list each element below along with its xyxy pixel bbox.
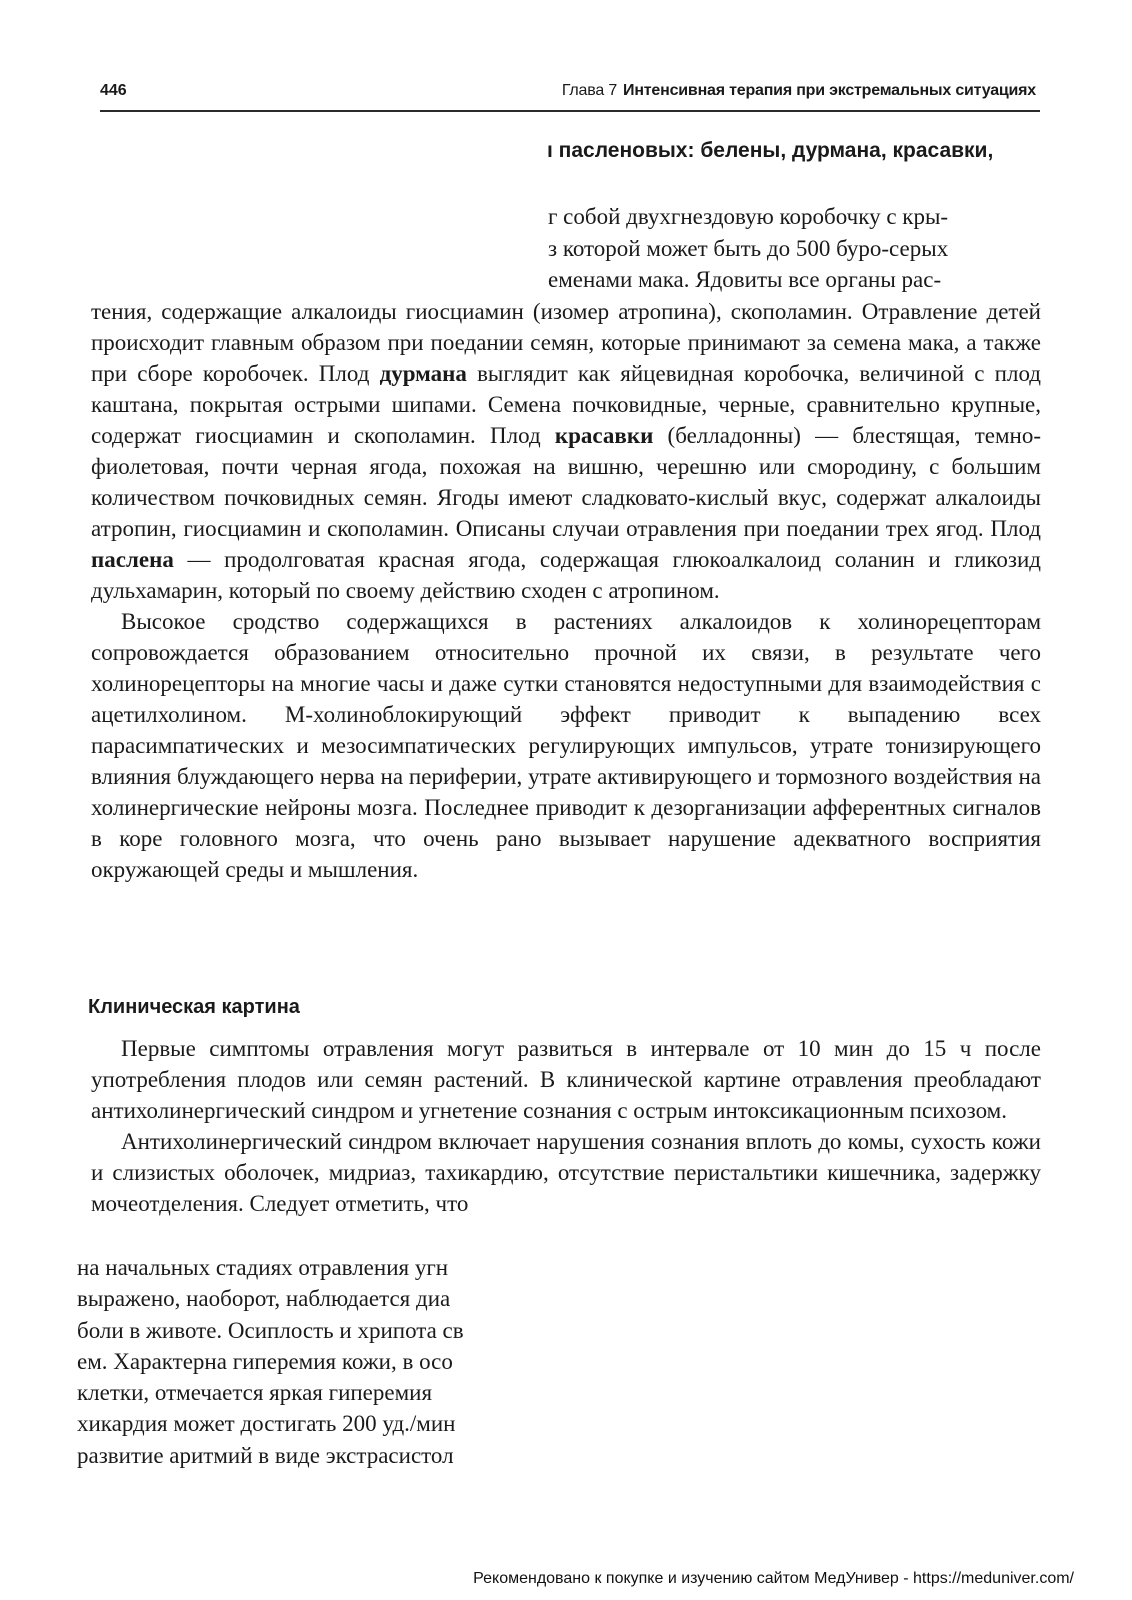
page-header bbox=[100, 78, 1040, 112]
chapter-label: Глава 7 bbox=[561, 82, 618, 99]
page-number: 446 bbox=[100, 82, 127, 99]
paragraph-syndrome: Антихолинергический синдром включает нарушения сознания вплоть до комы, сухость кожи и слизистых оболочек, мидриаз, тахикардию, отсутствие перистальтики кишечника, задержку мочеотделения. Следует отметить, что bbox=[91, 1129, 1041, 1216]
body-text-main bbox=[91, 296, 1041, 885]
text-line: на начальных стадиях отравления угн bbox=[77, 1255, 449, 1280]
text-line: выражено, наоборот, наблюдается диа bbox=[77, 1286, 451, 1312]
paragraph-plants: тения, содержащие алкалоиды гиосциамин (изомер атропина), скополамин. Отравление детей происходит главным образом при поедании семян, которые принимают за семена мака, а также при сборе коробочек. Плод дурмана выглядит как яйцевидная коробочка, величиной с плод каштана, покрытая острыми шипами. Семена почковидные, черные, сравнительно крупные, содержат гиосциамин и скополамин. Плод красавки (белладонны) — блестящая, темно-фиолетовая, почти черная ягода, похожая на вишню, черешню или смородину, с большим количеством почковидных семян. Ягоды имеют сладковато-кислый вкус, содержат алкалоиды атропин, гиосциамин и скополамин. Описаны случаи отравления при поедании трех ягод. Плод паслена — продолговатая красная ягода, содержащая глюкоалкалоид соланин и гликозид дульхамарин, который по своему действию сходен с атропином. bbox=[91, 299, 1041, 603]
text-fragment-line-1: г собой двухгнездовую коробочку с кры- bbox=[548, 204, 949, 229]
text-line: боли в животе. Осиплость и хрипота св bbox=[77, 1317, 464, 1343]
section-heading: Клиническая картина bbox=[88, 996, 300, 1018]
text-line: ем. Характерна гиперемия кожи, в осо bbox=[77, 1348, 453, 1374]
text-line: хикардия может достигать 200 уд./мин bbox=[77, 1411, 456, 1437]
section-subtitle-fragment: ı пасленовых: белены, дурмана, красавки, bbox=[547, 139, 994, 162]
paragraph-symptoms: Первые симптомы отравления могут развиться в интервале от 10 мин до 15 ч после употребления плодов или семян растений. В клинической картине отравления преобладают антихолинергический синдром и угнетение сознания с острым интоксикационным психозом. bbox=[91, 1036, 1041, 1123]
footer-note: Рекомендовано к покупке и изучению сайтом МедУнивер - https://meduniver.com/ bbox=[473, 1570, 1074, 1587]
text-fragment-line-2: з которой может быть до 500 буро-серых bbox=[548, 236, 949, 261]
text-fragment-line-3: еменами мака. Ядовиты все органы рас- bbox=[548, 267, 942, 292]
text-line: клетки, отмечается яркая гиперемия bbox=[77, 1380, 433, 1406]
text-line: развитие аритмий в виде экстрасистол bbox=[77, 1442, 454, 1468]
paragraph-mechanism: Высокое сродство содержащихся в растениях алкалоидов к холинорецепторам сопровождается образованием относительно прочной их связи, в результате чего холинорецепторы на многие часы и даже сутки становятся недоступными для взаимодействия с ацетилхолином. М-холиноблокирующий эффект приводит к выпадению всех парасимпатических и мезосимпатических регулирующих импульсов, утрате тонизирующего влияния блуждающего нерва на периферии, утрате активирующего и тормозного воздействия на холинергические нейроны мозга. Последнее приводит к дезорганизации афферентных сигналов в коре головного мозга, что очень рано вызывает нарушение адекватного восприятия окружающей среды и мышления. bbox=[91, 609, 1041, 882]
chapter-title: Интенсивная терапия при экстремальных ситуациях bbox=[623, 82, 1036, 99]
truncated-text-lines bbox=[77, 1252, 557, 1471]
running-head bbox=[562, 82, 1036, 100]
body-text-clinical bbox=[91, 1033, 1041, 1219]
